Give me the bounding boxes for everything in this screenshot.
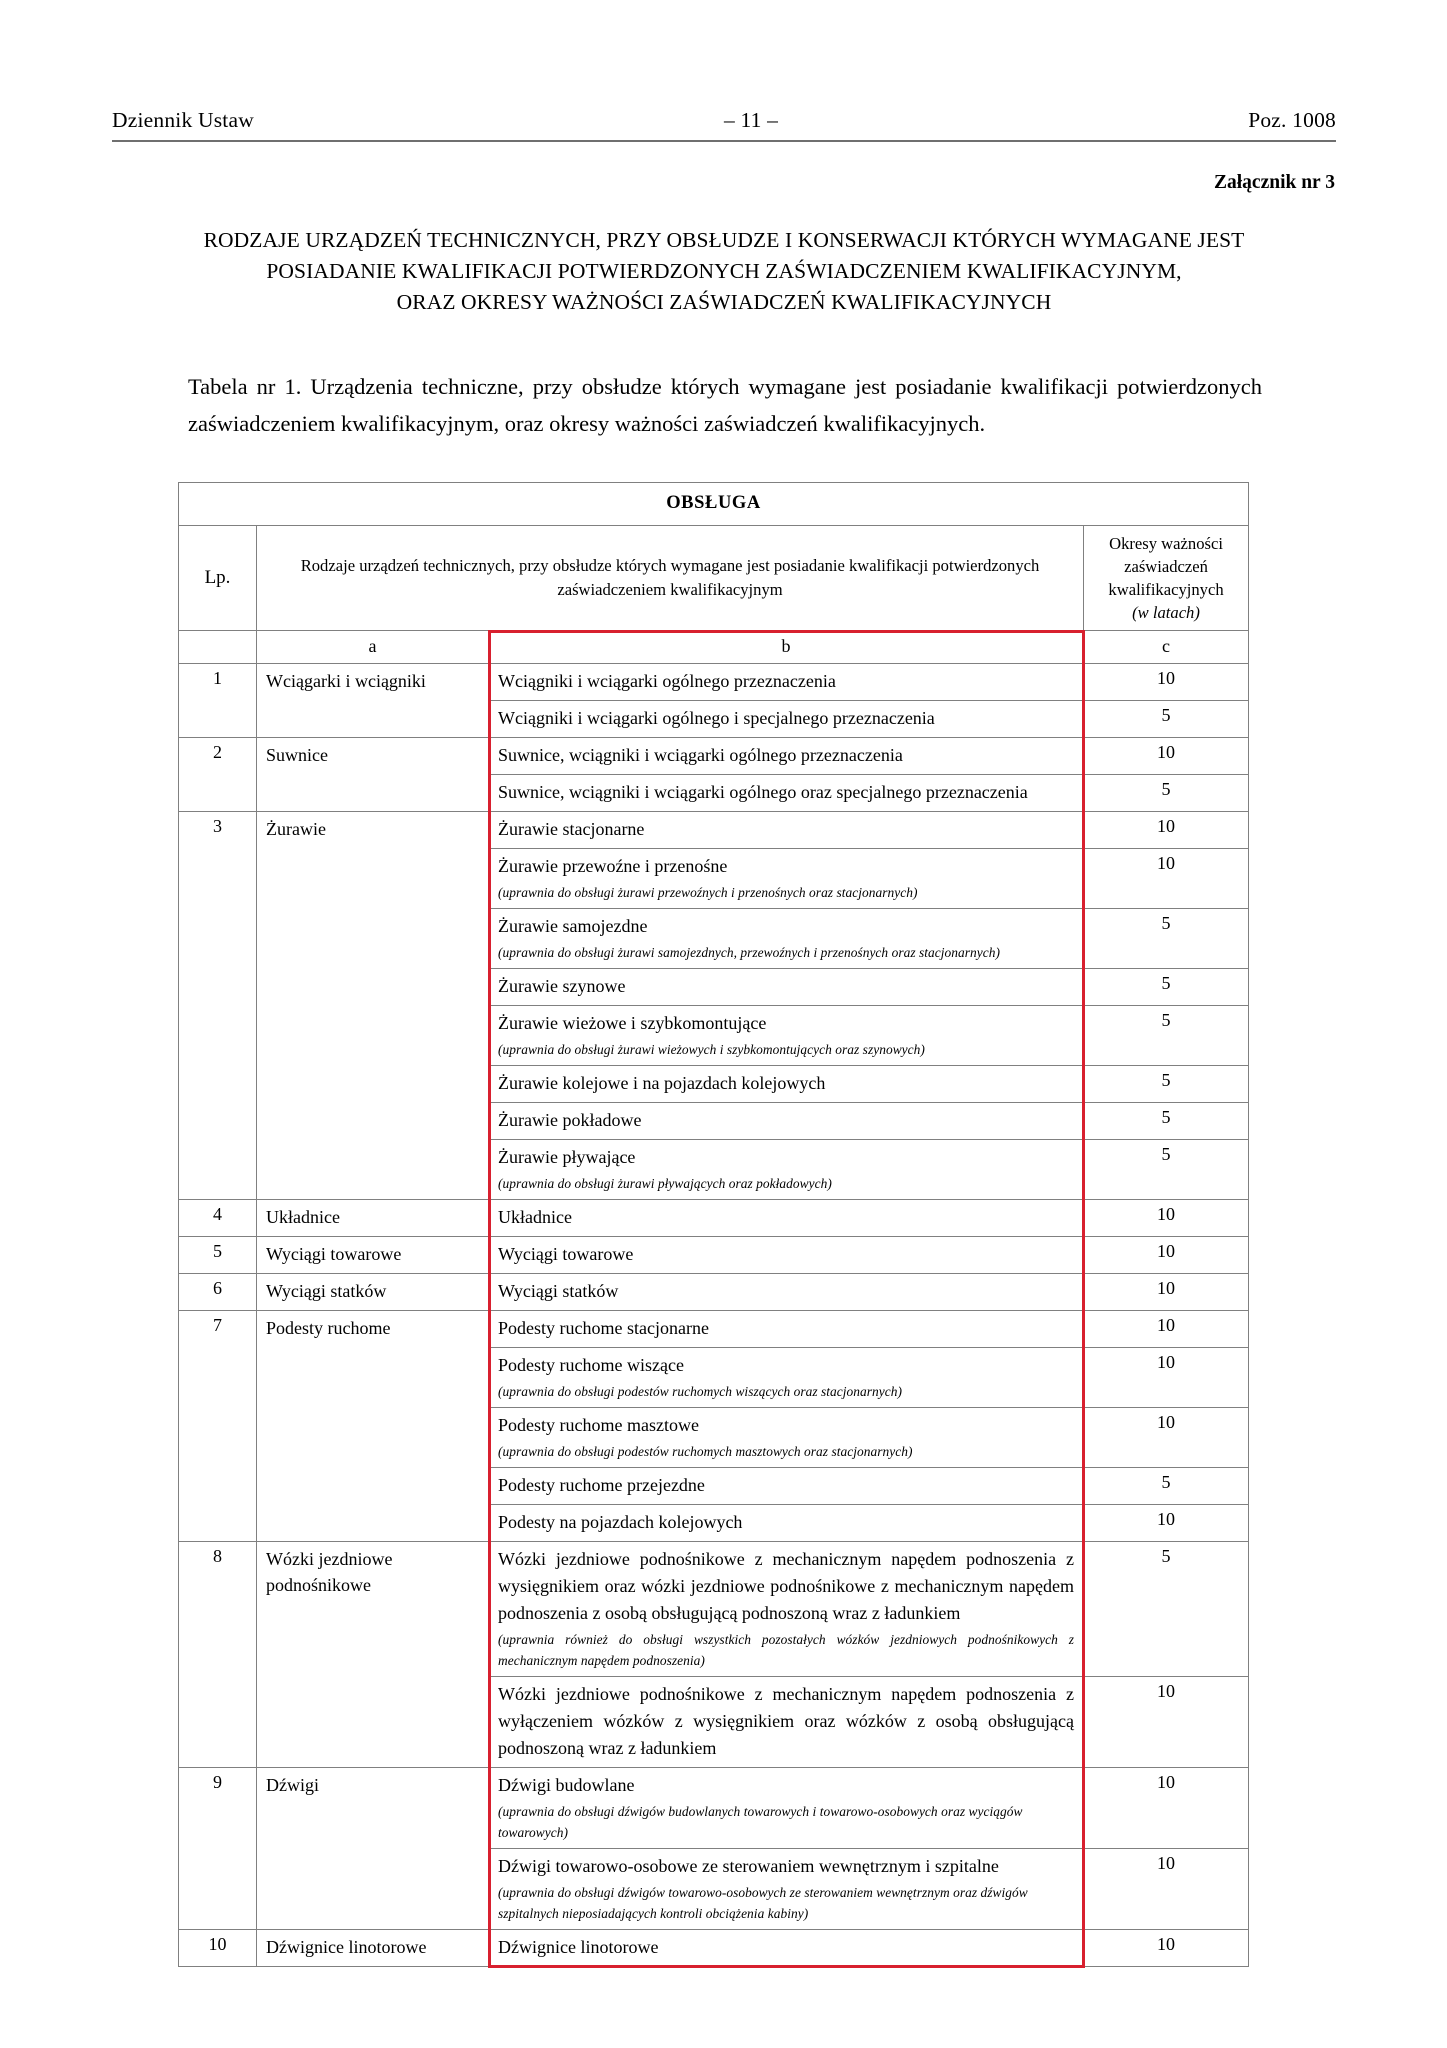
page-title	[112, 225, 1336, 318]
row-category: Wciągarki i wciągniki	[257, 664, 489, 738]
row-description	[489, 1200, 1084, 1237]
title-line-2: POSIADANIE KWALIFIKACJI POTWIERDZONYCH ZAŚWIADCZENIEM KWALIFIKACYJNYM,	[266, 259, 1182, 283]
page-number: – 11 –	[723, 108, 779, 132]
row-validity-years: 10	[1084, 1768, 1249, 1849]
table-letter-row	[179, 631, 1249, 664]
row-category: Wózki jezdniowe podnośnikowe	[257, 1542, 489, 1768]
row-number: 7	[179, 1311, 257, 1542]
row-category: Suwnice	[257, 738, 489, 812]
row-description	[489, 1468, 1084, 1505]
running-head-right: Poz. 1008	[1248, 108, 1336, 132]
table-row	[179, 1930, 1249, 1967]
item-text: Dźwigi towarowo-osobowe ze sterowaniem wewnętrznym i szpitalne	[498, 1856, 999, 1876]
row-description	[489, 1849, 1084, 1930]
row-description	[489, 1066, 1084, 1103]
item-note: (uprawnia do obsługi dźwigów budowlanych towarowych i towarowo-osobowych oraz wyciągów towarowych)	[498, 1804, 1023, 1840]
row-validity-years: 10	[1084, 1849, 1249, 1930]
header-validity: Okresy ważności zaświadczeń kwalifikacyjnych (w latach)	[1084, 526, 1249, 631]
row-validity-years: 10	[1084, 1200, 1249, 1237]
item-text: Wózki jezdniowe podnośnikowe z mechanicznym napędem podnoszenia z wyłączeniem wózków z wysięgnikiem oraz wózków z osobą obsługującą podnoszoną wraz z ładunkiem	[498, 1684, 1074, 1758]
item-text: Podesty ruchome stacjonarne	[498, 1318, 709, 1338]
letter-lp	[179, 631, 257, 664]
item-text: Żurawie samojezdne	[498, 916, 648, 936]
row-validity-years: 10	[1084, 664, 1249, 701]
item-text: Podesty ruchome wiszące	[498, 1355, 684, 1375]
row-category: Podesty ruchome	[257, 1311, 489, 1542]
row-description	[489, 1006, 1084, 1066]
row-validity-years: 10	[1084, 1677, 1249, 1768]
row-validity-years: 10	[1084, 1930, 1249, 1967]
item-text: Układnice	[498, 1207, 572, 1227]
row-description	[489, 812, 1084, 849]
item-text: Żurawie szynowe	[498, 976, 626, 996]
row-validity-years: 5	[1084, 1468, 1249, 1505]
item-note: (uprawnia do obsługi podestów ruchomych wiszących oraz stacjonarnych)	[498, 1384, 903, 1399]
item-text: Żurawie przewoźne i przenośne	[498, 856, 728, 876]
row-description	[489, 1677, 1084, 1768]
row-description	[489, 909, 1084, 969]
item-note: (uprawnia do obsługi podestów ruchomych masztowych oraz stacjonarnych)	[498, 1444, 913, 1459]
row-description	[489, 849, 1084, 909]
letter-c: c	[1084, 631, 1249, 664]
annex-label: Załącznik nr 3	[1214, 172, 1335, 193]
row-validity-years: 5	[1084, 775, 1249, 812]
item-text: Żurawie kolejowe i na pojazdach kolejowych	[498, 1073, 826, 1093]
item-text: Suwnice, wciągniki i wciągarki ogólnego oraz specjalnego przeznaczenia	[498, 782, 1028, 802]
header-lp: Lp.	[179, 526, 257, 631]
table-row	[179, 1542, 1249, 1677]
item-text: Dźwignice linotorowe	[498, 1937, 659, 1957]
item-text: Dźwigi budowlane	[498, 1775, 635, 1795]
row-number: 10	[179, 1930, 257, 1967]
row-validity-years: 5	[1084, 1542, 1249, 1677]
row-validity-years: 10	[1084, 1505, 1249, 1542]
table-container	[178, 482, 1248, 1967]
table-header-row	[179, 526, 1249, 631]
row-number: 1	[179, 664, 257, 738]
row-category: Dźwigi	[257, 1768, 489, 1930]
row-validity-years: 10	[1084, 1237, 1249, 1274]
row-description	[489, 1542, 1084, 1677]
item-text: Żurawie pokładowe	[498, 1110, 642, 1130]
header-rule	[112, 140, 1336, 142]
item-note: (uprawnia do obsługi żurawi wieżowych i szybkomontujących oraz szynowych)	[498, 1042, 925, 1057]
row-number: 6	[179, 1274, 257, 1311]
item-text: Podesty na pojazdach kolejowych	[498, 1512, 743, 1532]
row-validity-years: 10	[1084, 849, 1249, 909]
running-head-left: Dziennik Ustaw	[112, 108, 254, 132]
item-text: Żurawie pływające	[498, 1147, 636, 1167]
row-description	[489, 1348, 1084, 1408]
row-description	[489, 1768, 1084, 1849]
intro-paragraph: Tabela nr 1. Urządzenia techniczne, przy obsłudze których wymagane jest posiadanie kwalifikacji potwierdzonych zaświadczeniem kwalifikacyjnym, oraz okresy ważności zaświadczeń kwalifikacyjnych.	[188, 373, 1262, 436]
item-text: Wyciągi statków	[498, 1281, 619, 1301]
row-description	[489, 775, 1084, 812]
row-description	[489, 1103, 1084, 1140]
item-note: (uprawnia również do obsługi wszystkich pozostałych wózków jezdniowych podnośnikowych z mechanicznym napędem podnoszenia)	[498, 1632, 1074, 1668]
item-text: Wózki jezdniowe podnośnikowe z mechanicznym napędem podnoszenia z wysięgnikiem oraz wózki jezdniowe podnośnikowe z mechanicznym napędem podnoszenia z osobą obsługującą podnoszoną wraz z ładunkiem	[498, 1549, 1074, 1623]
row-validity-years: 10	[1084, 812, 1249, 849]
row-validity-years: 5	[1084, 1140, 1249, 1200]
item-note: (uprawnia do obsługi żurawi samojezdnych, przewoźnych i przenośnych oraz stacjonarnych)	[498, 945, 1001, 960]
item-note: (uprawnia do obsługi dźwigów towarowo-osobowych ze sterowaniem wewnętrznym oraz dźwigów szpitalnych nieposiadających kontroli obciążenia kabiny)	[498, 1885, 1028, 1921]
row-description	[489, 701, 1084, 738]
item-text: Wciągniki i wciągarki ogólnego i specjalnego przeznaczenia	[498, 708, 935, 728]
item-text: Suwnice, wciągniki i wciągarki ogólnego przeznaczenia	[498, 745, 903, 765]
row-description	[489, 1930, 1084, 1967]
item-text: Żurawie stacjonarne	[498, 819, 645, 839]
item-note: (uprawnia do obsługi żurawi przewoźnych i przenośnych oraz stacjonarnych)	[498, 885, 918, 900]
item-text: Wciągniki i wciągarki ogólnego przeznaczenia	[498, 671, 836, 691]
row-description	[489, 1274, 1084, 1311]
row-description	[489, 1505, 1084, 1542]
row-validity-years: 10	[1084, 1311, 1249, 1348]
row-validity-years: 5	[1084, 909, 1249, 969]
row-validity-years: 10	[1084, 1408, 1249, 1468]
table-row	[179, 664, 1249, 701]
table-banner-row	[179, 483, 1249, 526]
row-description	[489, 738, 1084, 775]
table-row	[179, 1311, 1249, 1348]
row-validity-years: 5	[1084, 701, 1249, 738]
item-text: Wyciągi towarowe	[498, 1244, 634, 1264]
row-number: 2	[179, 738, 257, 812]
row-validity-years: 5	[1084, 969, 1249, 1006]
letter-a: a	[257, 631, 489, 664]
row-validity-years: 5	[1084, 1066, 1249, 1103]
row-category: Wyciągi statków	[257, 1274, 489, 1311]
header-description: Rodzaje urządzeń technicznych, przy obsłudze których wymagane jest posiadanie kwalifikacji potwierdzonych zaświadczeniem kwalifikacyjnym	[257, 526, 1084, 631]
row-validity-years: 10	[1084, 1348, 1249, 1408]
row-description	[489, 1408, 1084, 1468]
letter-b: b	[489, 631, 1084, 664]
row-number: 3	[179, 812, 257, 1200]
table-row	[179, 1274, 1249, 1311]
title-line-1: RODZAJE URZĄDZEŃ TECHNICZNYCH, PRZY OBSŁUDZE I KONSERWACJI KTÓRYCH WYMAGANE JEST	[203, 228, 1245, 252]
item-text: Podesty ruchome przejezdne	[498, 1475, 705, 1495]
table-row	[179, 738, 1249, 775]
item-text: Podesty ruchome masztowe	[498, 1415, 699, 1435]
row-number: 4	[179, 1200, 257, 1237]
row-description	[489, 1311, 1084, 1348]
row-validity-years: 10	[1084, 1274, 1249, 1311]
running-head	[112, 108, 1336, 133]
row-validity-years: 5	[1084, 1006, 1249, 1066]
row-category: Układnice	[257, 1200, 489, 1237]
table-row	[179, 812, 1249, 849]
table-banner: OBSŁUGA	[179, 483, 1249, 526]
row-description	[489, 1237, 1084, 1274]
row-number: 9	[179, 1768, 257, 1930]
item-note: (uprawnia do obsługi żurawi pływających oraz pokładowych)	[498, 1176, 832, 1191]
row-category: Wyciągi towarowe	[257, 1237, 489, 1274]
row-number: 8	[179, 1542, 257, 1768]
table-row	[179, 1237, 1249, 1274]
table-row	[179, 1768, 1249, 1849]
qualifications-table	[178, 482, 1249, 1967]
row-description	[489, 664, 1084, 701]
title-line-3: ORAZ OKRESY WAŻNOŚCI ZAŚWIADCZEŃ KWALIFIKACYJNYCH	[396, 290, 1052, 314]
item-text: Żurawie wieżowe i szybkomontujące	[498, 1013, 767, 1033]
row-category: Żurawie	[257, 812, 489, 1200]
row-description	[489, 1140, 1084, 1200]
row-category: Dźwignice linotorowe	[257, 1930, 489, 1967]
row-description	[489, 969, 1084, 1006]
row-number: 5	[179, 1237, 257, 1274]
table-row	[179, 1200, 1249, 1237]
row-validity-years: 5	[1084, 1103, 1249, 1140]
row-validity-years: 10	[1084, 738, 1249, 775]
